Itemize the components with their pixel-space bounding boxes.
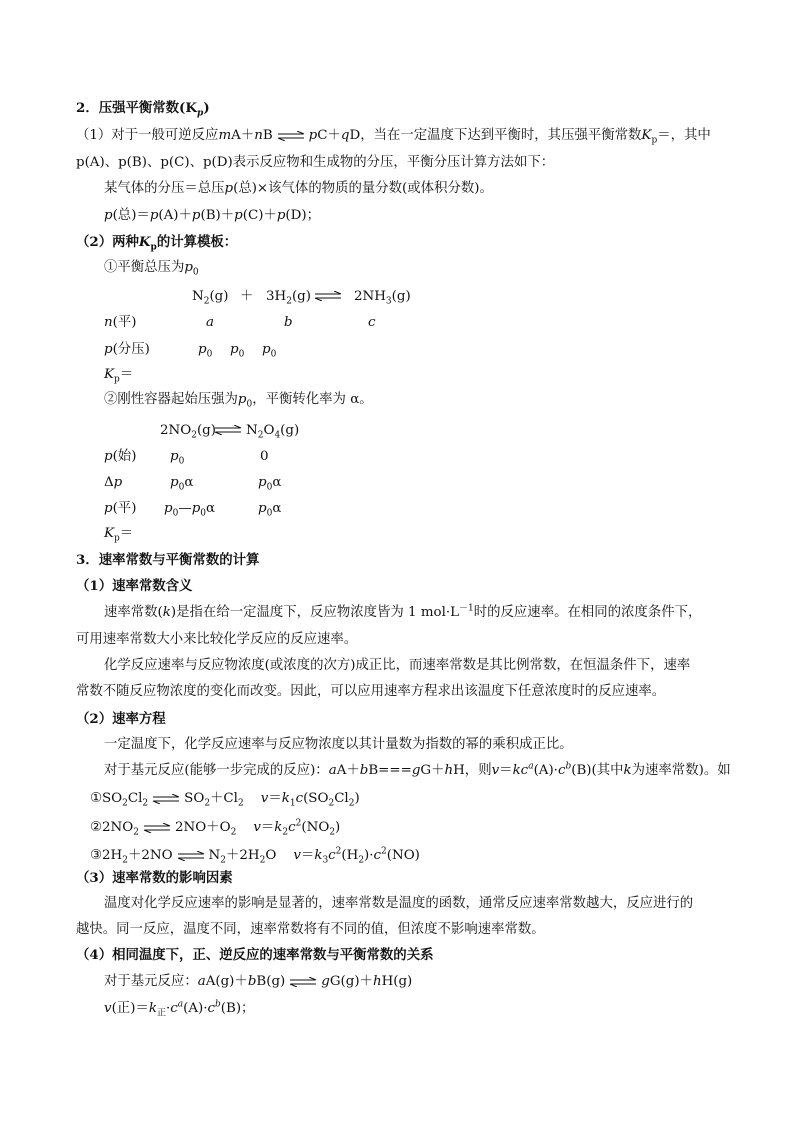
rxn2-no2: $2NO_2(g)$ bbox=[160, 423, 216, 441]
para-elementary-reaction: 对于基元反应：aA(g)＋bB(g) gG(g)＋hH(g) bbox=[104, 974, 413, 989]
rxn2-kp: $K_p=$ bbox=[104, 526, 134, 544]
para-rate-equation-1: 一定温度下，化学反应速率与反应物浓度以其计量数为指数的幂的乘积成正比。 bbox=[104, 737, 573, 752]
subsection-rate-constant-meaning: （1）速率常数含义 bbox=[76, 578, 193, 594]
rxn2-n2o4: $N_2O_4(g)$ bbox=[246, 423, 300, 441]
rxn1-row-n-label: n(平) bbox=[104, 315, 137, 330]
subsection-rate-constant-factors: （3）速率常数的影响因素 bbox=[76, 870, 233, 886]
rxn1-p0-1: $p_0$ bbox=[198, 342, 213, 360]
rxn1-p0-2: $p_0$ bbox=[230, 342, 245, 360]
para-factors-2: 越快。同一反应，温度不同，速率常数将有不同的值，但浓度不影响速率常数。 bbox=[76, 922, 545, 937]
rxn1-kp: $K_p=$ bbox=[104, 367, 134, 385]
rxn1-val-b: b bbox=[284, 315, 293, 330]
equilibrium-arrow-icon bbox=[214, 425, 242, 435]
para-rate-constant-3: 化学反应速率与反应物浓度(或浓度的次方)成正比，而速率常数是其比例常数，在恒温条件下，速率 bbox=[104, 658, 691, 673]
rxn2-row-eq-label: p(平) bbox=[104, 501, 137, 516]
rxn1-plus: ＋ bbox=[240, 289, 254, 304]
equilibrium-arrow-icon bbox=[277, 131, 305, 141]
rxn1-val-c: c bbox=[368, 315, 376, 330]
rxn1-val-a: a bbox=[206, 315, 214, 330]
para-total-pressure: p(总)＝p(A)＋p(B)＋p(C)＋p(D)； bbox=[104, 208, 320, 223]
rxn1-n2: $N_2(g)$ bbox=[192, 289, 229, 307]
subsection-forward-reverse-relation: （4）相同温度下，正、逆反应的速率常数与平衡常数的关系 bbox=[76, 947, 434, 963]
para-kp-definition: （1）对于一般可逆反应mA＋nB pC＋qD，当在一定温度下达到平衡时，其压强平衡常数$K_p=$，其中 bbox=[76, 128, 711, 146]
rxn1-p0-3: $p_0$ bbox=[262, 342, 277, 360]
subsection-kp-templates: （2）两种$K_p$的计算模板： bbox=[76, 234, 238, 253]
para-rate-constant-2: 可用速率常数大小来比较化学反应的反应速率。 bbox=[76, 632, 358, 647]
rxn2-delta-left: $p_0\alpha$ bbox=[170, 475, 194, 493]
rxn2-start-p0: $p_0$ bbox=[170, 449, 185, 467]
rxn2-row-start-label: p(始) bbox=[104, 449, 137, 464]
rxn1-h2: $3H_2(g)$ bbox=[266, 289, 311, 307]
case-2-label: ②刚性容器起始压强为$p_0$，平衡转化率为 α。 bbox=[104, 392, 373, 410]
example-h2-no: $③2H_2+2NO$ $N_2+2H_2O$ $v=k_3c^2(H_2)\cdot c^2(NO)$ bbox=[90, 846, 420, 866]
rxn2-eq-right: $p_0\alpha$ bbox=[258, 501, 282, 519]
equilibrium-arrow-icon bbox=[289, 977, 317, 987]
section-2-title: 2．压强平衡常数$(K_p)$ bbox=[76, 100, 210, 119]
equilibrium-arrow-icon bbox=[177, 851, 205, 861]
section-3-title: 3．速率常数与平衡常数的计算 bbox=[76, 552, 260, 568]
case-1-label: ①平衡总压为$p_0$ bbox=[104, 260, 199, 278]
subsection-rate-equation: （2）速率方程 bbox=[76, 711, 166, 727]
para-factors-1: 温度对化学反应速率的影响是显著的，速率常数是温度的函数，通常反应速率常数越大，反应进行的 bbox=[104, 896, 694, 911]
para-rate-constant-4: 常数不随反应物浓度的变化而改变。因此，可以应用速率方程求出该温度下任意浓度时的反应速率。 bbox=[76, 684, 666, 699]
para-rate-equation-2: 对于基元反应(能够一步完成的反应)：aA＋bB===gG＋hH，则$v=kc^a(A)\cdot c^b(B)$(其中k为速率常数)。如 bbox=[104, 761, 731, 778]
rxn2-delta-right: $p_0\alpha$ bbox=[258, 475, 282, 493]
rxn2-eq-left: $p_0—p_0\alpha$ bbox=[164, 501, 216, 519]
para-rate-constant-1: 速率常数(k)是指在给一定温度下，反应物浓度皆为 1 $mol\cdot L^{-1}$时的反应速率。在相同的浓度条件下， bbox=[104, 603, 702, 620]
rxn1-row-p-label: p(分压) bbox=[104, 342, 150, 357]
equilibrium-arrow-icon bbox=[314, 291, 342, 301]
rxn2-row-delta-label: Δp bbox=[104, 475, 123, 490]
para-partial-pressures: p(A)、p(B)、p(C)、p(D)表示反应物和生成物的分压，平衡分压计算方法如下： bbox=[76, 155, 555, 170]
para-forward-rate: v(正)$=k_正\cdot c^a(A)\cdot c^b(B)$； bbox=[104, 999, 255, 1019]
para-partial-pressure-formula: 某气体的分压＝总压p(总)×该气体的物质的量分数(或体积分数)。 bbox=[104, 181, 493, 196]
example-no2: $②2NO_2$ $2NO+O_2$ $v=k_2c^2(NO_2)$ bbox=[90, 818, 341, 838]
equilibrium-arrow-icon bbox=[152, 794, 180, 804]
rxn1-nh3: $2NH_3(g)$ bbox=[354, 289, 411, 307]
equilibrium-arrow-icon bbox=[143, 823, 171, 833]
rxn2-start-zero: 0 bbox=[260, 449, 269, 464]
example-so2cl2: $①SO_2Cl_2$ $SO_2+Cl_2$ $v=k_1c(SO_2Cl_2)$ bbox=[90, 791, 360, 809]
